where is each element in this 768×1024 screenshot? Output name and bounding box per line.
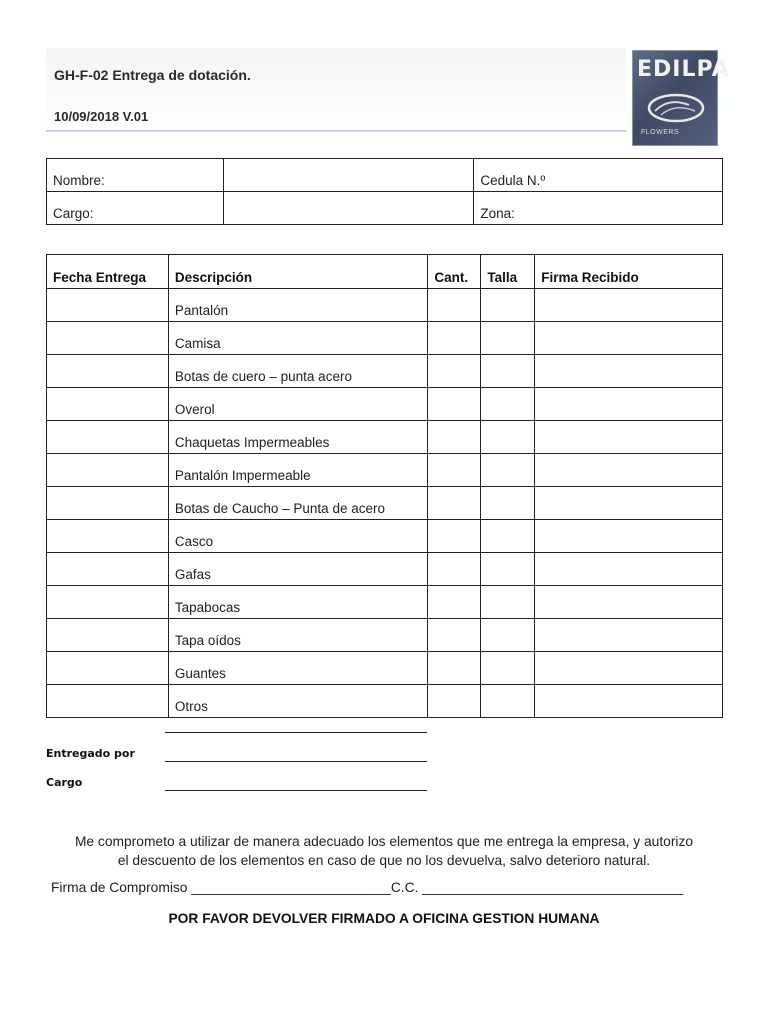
firma-cell[interactable] <box>535 619 723 652</box>
cant-cell[interactable] <box>428 487 481 520</box>
document-header <box>46 48 730 146</box>
firma-cell[interactable] <box>535 586 723 619</box>
talla-cell[interactable] <box>481 685 535 718</box>
fecha-cell[interactable] <box>47 454 169 487</box>
company-logo <box>632 50 730 146</box>
talla-cell[interactable] <box>481 586 535 619</box>
talla-cell[interactable] <box>481 454 535 487</box>
fecha-cell[interactable] <box>47 586 169 619</box>
talla-cell[interactable] <box>481 355 535 388</box>
entregado-por-label: Entregado por <box>46 747 135 760</box>
items-header-row <box>47 255 723 289</box>
table-row <box>47 586 723 619</box>
nombre-field[interactable] <box>223 159 474 192</box>
fecha-cell[interactable] <box>47 388 169 421</box>
commitment-statement <box>30 832 738 870</box>
nombre-label: Nombre: <box>47 159 224 192</box>
talla-cell[interactable] <box>481 289 535 322</box>
table-row <box>47 520 723 553</box>
table-row <box>47 454 723 487</box>
cant-cell[interactable] <box>428 685 481 718</box>
firma-cell[interactable] <box>535 553 723 586</box>
firma-cell[interactable] <box>535 487 723 520</box>
cargo-label: Cargo: <box>47 192 224 225</box>
talla-cell[interactable] <box>481 619 535 652</box>
delivery-signature-block <box>46 720 446 800</box>
firma-cell[interactable] <box>535 388 723 421</box>
entregado-por-line[interactable] <box>165 761 427 762</box>
firma-cell[interactable] <box>535 685 723 718</box>
cant-cell[interactable] <box>428 619 481 652</box>
document-title: GH-F-02 Entrega de dotación. <box>54 67 251 83</box>
firma-cell[interactable] <box>535 289 723 322</box>
cant-cell[interactable] <box>428 520 481 553</box>
cant-cell[interactable] <box>428 355 481 388</box>
logo-wordmark: EDILPA <box>637 57 730 82</box>
descripcion-cell: Chaquetas Impermeables <box>168 421 428 454</box>
talla-cell[interactable] <box>481 487 535 520</box>
fecha-cell[interactable] <box>47 652 169 685</box>
firma-compromiso-label: Firma de Compromiso <box>51 880 188 895</box>
table-row <box>47 685 723 718</box>
signature-line[interactable] <box>165 732 427 733</box>
table-row <box>47 388 723 421</box>
header-talla: Talla <box>481 255 535 289</box>
cant-cell[interactable] <box>428 388 481 421</box>
talla-cell[interactable] <box>481 388 535 421</box>
talla-cell[interactable] <box>481 322 535 355</box>
fecha-cell[interactable] <box>47 685 169 718</box>
table-row <box>47 652 723 685</box>
fecha-cell[interactable] <box>47 421 169 454</box>
cant-cell[interactable] <box>428 586 481 619</box>
firma-compromiso-blank[interactable]: __________________________ <box>191 880 391 895</box>
firma-cell[interactable] <box>535 454 723 487</box>
fecha-cell[interactable] <box>47 553 169 586</box>
firma-cell[interactable] <box>535 652 723 685</box>
cant-cell[interactable] <box>428 421 481 454</box>
descripcion-cell: Guantes <box>168 652 428 685</box>
cant-cell[interactable] <box>428 322 481 355</box>
descripcion-cell: Botas de Caucho – Punta de acero <box>168 487 428 520</box>
header-fecha-entrega: Fecha Entrega <box>47 255 169 289</box>
descripcion-cell: Pantalón <box>168 289 428 322</box>
firma-cell[interactable] <box>535 322 723 355</box>
fecha-cell[interactable] <box>47 289 169 322</box>
cant-cell[interactable] <box>428 553 481 586</box>
table-row <box>47 289 723 322</box>
fecha-cell[interactable] <box>47 355 169 388</box>
talla-cell[interactable] <box>481 652 535 685</box>
descripcion-cell: Pantalón Impermeable <box>168 454 428 487</box>
cant-cell[interactable] <box>428 454 481 487</box>
descripcion-cell: Overol <box>168 388 428 421</box>
descripcion-cell: Otros <box>168 685 428 718</box>
cant-cell[interactable] <box>428 652 481 685</box>
descripcion-cell: Botas de cuero – punta acero <box>168 355 428 388</box>
header-rule <box>46 130 626 132</box>
cc-blank[interactable]: __________________________________ <box>422 880 684 895</box>
cant-cell[interactable] <box>428 289 481 322</box>
cc-label: C.C. <box>390 880 419 895</box>
info-row-nombre <box>47 159 723 192</box>
cargo-signature-label: Cargo <box>46 776 83 789</box>
table-row <box>47 553 723 586</box>
items-table <box>46 254 723 718</box>
header-cant: Cant. <box>428 255 481 289</box>
cargo-signature-line[interactable] <box>165 790 427 791</box>
info-row-cargo <box>47 192 723 225</box>
descripcion-cell: Camisa <box>168 322 428 355</box>
descripcion-cell: Casco <box>168 520 428 553</box>
logo-subtext: FLOWERS <box>641 129 680 136</box>
commitment-signature-line <box>51 880 683 895</box>
table-row <box>47 619 723 652</box>
commitment-line-2: el descuento de los elementos en caso de que no los devuelva, salvo deterioro natural. <box>117 853 651 868</box>
descripcion-cell: Tapabocas <box>168 586 428 619</box>
header-descripcion: Descripción <box>168 255 428 289</box>
fecha-cell[interactable] <box>47 619 169 652</box>
commitment-line-1: Me comprometo a utilizar de manera adecuado los elementos que me entrega la empresa, y autorizo <box>74 834 694 849</box>
talla-cell[interactable] <box>481 553 535 586</box>
talla-cell[interactable] <box>481 520 535 553</box>
table-row <box>47 322 723 355</box>
fecha-cell[interactable] <box>47 520 169 553</box>
descripcion-cell: Tapa oídos <box>168 619 428 652</box>
fecha-cell[interactable] <box>47 322 169 355</box>
talla-cell[interactable] <box>481 421 535 454</box>
document-version: 10/09/2018 V.01 <box>54 109 149 124</box>
header-firma-recibido: Firma Recibido <box>535 255 723 289</box>
descripcion-cell: Gafas <box>168 553 428 586</box>
employee-info-table <box>46 158 723 225</box>
firma-cell[interactable] <box>535 355 723 388</box>
cedula-field[interactable]: Cedula N.º <box>474 159 723 192</box>
return-instruction: POR FAVOR DEVOLVER FIRMADO A OFICINA GESTION HUMANA <box>168 911 600 926</box>
table-row <box>47 355 723 388</box>
fecha-cell[interactable] <box>47 487 169 520</box>
logo-emblem-icon <box>645 91 707 125</box>
firma-cell[interactable] <box>535 421 723 454</box>
table-row <box>47 421 723 454</box>
table-row <box>47 487 723 520</box>
zona-field[interactable]: Zona: <box>474 192 723 225</box>
firma-cell[interactable] <box>535 520 723 553</box>
cargo-field[interactable] <box>223 192 474 225</box>
